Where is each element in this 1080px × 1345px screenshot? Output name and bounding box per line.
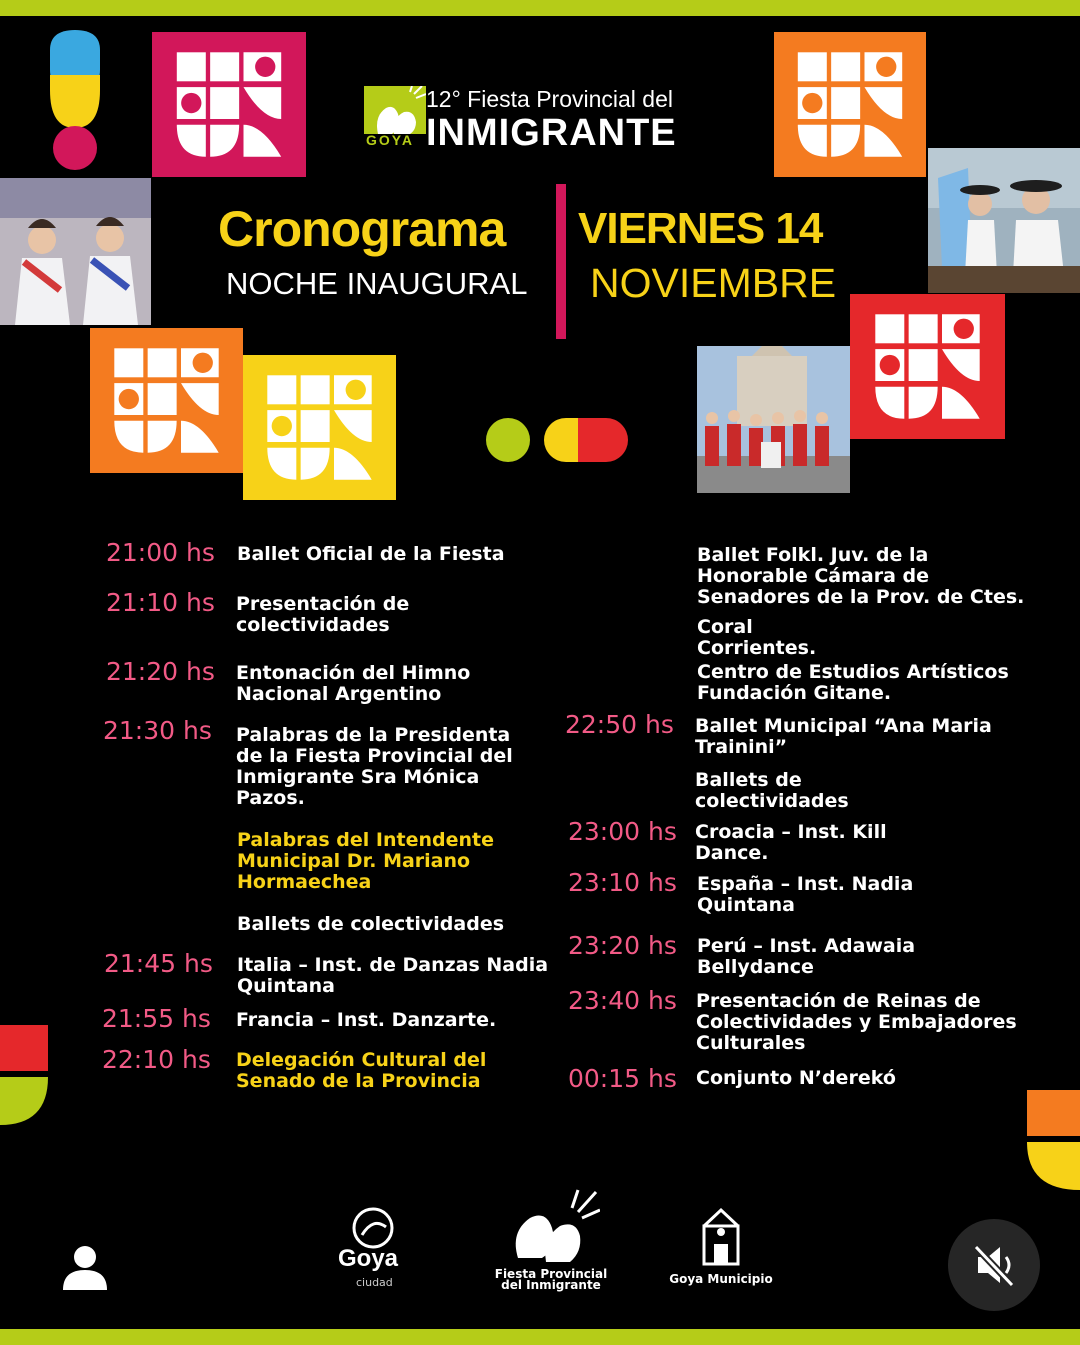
time-2340: 23:40 hs <box>568 986 677 1015</box>
event-day: VIERNES 14 <box>578 204 823 253</box>
side-shapes-right <box>1027 1090 1080 1190</box>
goya-ciudad-name: Goya <box>338 1245 399 1272</box>
goya-small-label: GOYA <box>366 132 414 148</box>
schedule-item: Conjunto N’derekó <box>696 1067 896 1089</box>
page-subtitle: NOCHE INAUGURAL <box>226 266 528 301</box>
time-2130: 21:30 hs <box>103 716 212 745</box>
emblem-tile-yellow <box>243 355 396 500</box>
fiesta-footer-label: Fiesta Provincial del Inmigrante <box>494 1267 608 1292</box>
time-2320: 23:20 hs <box>568 931 677 960</box>
mute-button[interactable] <box>948 1219 1040 1311</box>
municipio-building-icon <box>700 1206 742 1266</box>
time-2310: 23:10 hs <box>568 868 677 897</box>
emblem-tile-orange-top <box>774 32 926 177</box>
schedule-item: Presentación de Reinas de Colectividades y Embajadores Culturales <box>696 990 1017 1054</box>
bottom-accent-bar <box>0 1329 1080 1345</box>
top-accent-bar <box>0 0 1080 16</box>
schedule-item: Perú – Inst. Adawaia Bellydance <box>697 935 916 978</box>
schedule-item-highlight: Palabras del Intendente Municipal Dr. Mariano Hormaechea <box>237 829 494 893</box>
schedule-item: Presentación de colectividades <box>236 593 410 636</box>
schedule-item: Ballet Folkl. Juv. de la Honorable Cámara de Senadores de la Prov. de Ctes. <box>697 544 1025 608</box>
schedule-item: España – Inst. Nadia Quintana <box>697 873 914 916</box>
dots-decoration <box>486 416 630 464</box>
speaker-muted-icon <box>948 1219 1040 1311</box>
schedule-item: Ballet Oficial de la Fiesta <box>237 543 505 565</box>
time-2210: 22:10 hs <box>102 1045 211 1074</box>
schedule-item: Croacia – Inst. Kill Dance. <box>695 821 887 864</box>
event-month: NOVIEMBRE <box>590 260 837 306</box>
emblem-tile-orange-left <box>90 328 243 473</box>
photo-gauchos <box>928 148 1080 293</box>
schedule-item: Italia – Inst. de Danzas Nadia Quintana <box>237 954 549 997</box>
emblem-tile-red <box>850 294 1005 439</box>
time-0015: 00:15 hs <box>568 1064 677 1093</box>
goya-ciudad-sub: ciudad <box>356 1276 393 1289</box>
event-title-line2: INMIGRANTE <box>426 112 677 154</box>
schedule-item: Entonación del Himno Nacional Argentino <box>236 662 471 705</box>
schedule-item: Ballet Municipal “Ana Maria Trainini” <box>695 715 992 758</box>
page-title: Cronograma <box>218 201 506 257</box>
time-2145: 21:45 hs <box>104 949 213 978</box>
schedule-item: Centro de Estudios Artísticos Fundación Gitane. <box>697 661 1009 704</box>
side-shapes-left <box>0 1025 48 1125</box>
time-2100: 21:00 hs <box>106 538 215 567</box>
municipio-label: Goya Municipio <box>669 1272 773 1286</box>
event-title-line1: 12° Fiesta Provincial del <box>426 86 673 112</box>
time-2250: 22:50 hs <box>565 710 674 739</box>
photo-folk-dancers <box>697 346 850 493</box>
schedule-item: Francia – Inst. Danzarte. <box>236 1009 497 1031</box>
schedule-item: Palabras de la Presidenta de la Fiesta Provincial del Inmigrante Sra Mónica Pazos. <box>236 724 513 809</box>
fiesta-inmigrante-logo-icon <box>364 86 426 134</box>
fiesta-footer-logo-icon <box>508 1188 600 1266</box>
color-pills-decoration <box>50 30 100 170</box>
schedule-item-highlight: Delegación Cultural del Senado de la Provincia <box>236 1049 487 1092</box>
time-2120: 21:20 hs <box>106 657 215 686</box>
header-divider <box>556 184 566 339</box>
emblem-tile-magenta <box>152 32 306 177</box>
schedule-item: Coral Corrientes. <box>697 616 817 659</box>
user-icon[interactable] <box>62 1244 108 1290</box>
schedule-item: Ballets de colectividades <box>695 769 849 812</box>
time-2155: 21:55 hs <box>102 1004 211 1033</box>
schedule-item: Ballets de colectividades <box>237 913 505 935</box>
time-2110: 21:10 hs <box>106 588 215 617</box>
time-2300: 23:00 hs <box>568 817 677 846</box>
photo-girls-costumes <box>0 178 151 325</box>
